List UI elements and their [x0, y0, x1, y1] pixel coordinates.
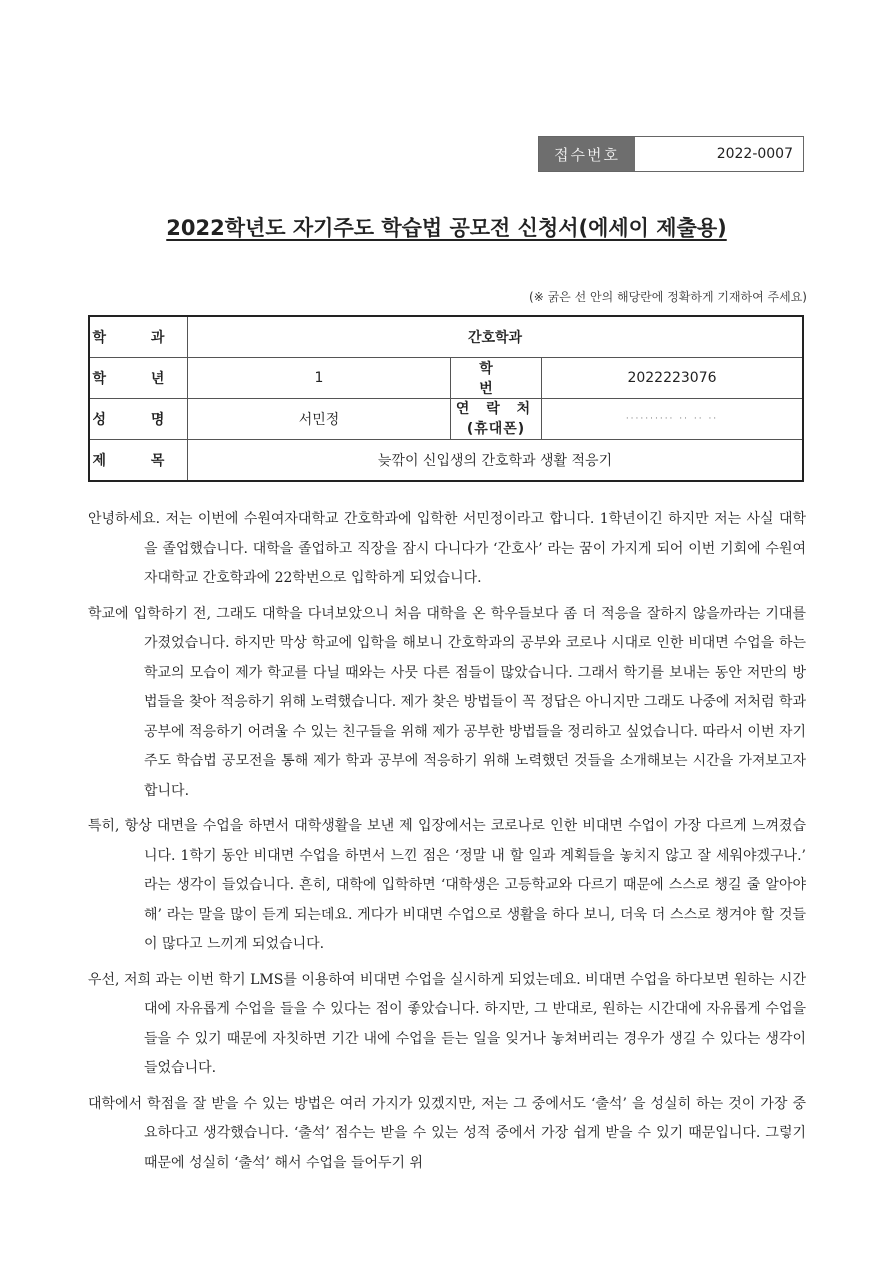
essay-paragraph: 우선, 저희 과는 이번 학기 LMS를 이용하여 비대면 수업을 실시하게 되었는데요. 비대면 수업을 하다보면 원하는 시간대에 자유롭게 수업을 들을 수 있다는 점이 좋았습니다. 하지만, 그 반대로, 원하는 시간대에 자유롭게 수업을 들을 수 있기 때문에 자칫하면 기간 내에 수업을 듣는 일을 잊거나 놓쳐버리는 경우가 생길 수 있다는 생각이 들었습니다. [88, 971, 806, 1076]
essay-body [88, 505, 806, 1184]
contact-label-line2: (휴대폰) [466, 421, 526, 437]
table-row [89, 358, 803, 399]
year-label: 학 년 [89, 358, 188, 399]
document-title-wrap [0, 212, 893, 242]
essay-paragraph: 특히, 항상 대면을 수업을 하면서 대학생활을 보낸 제 입장에서는 코로나로 인한 비대면 수업이 가장 다르게 느껴졌습니다. 1학기 동안 비대면 수업을 하면서 느낀 점은 ‘정말 내 할 일과 계획들을 놓치지 않고 잘 세워야겠구나.’ 라는 생각이 들었습니다. 흔히, 대학에 입학하면 ‘대학생은 고등학교와 다르기 때문에 스스로 챙길 줄 알아야 해’ 라는 말을 많이 듣게 되는데요. 게다가 비대면 수업으로 생활을 하다 보니, 더욱 더 스스로 챙겨야 할 것들이 많다고 느끼게 되었습니다. [88, 818, 806, 952]
department-label: 학 과 [89, 316, 188, 358]
essay-paragraph: 대학에서 학점을 잘 받을 수 있는 방법은 여러 가지가 있겠지만, 저는 그 중에서도 ‘출석’ 을 성실히 하는 것이 가장 중요하다고 생각했습니다. ‘출석’ 점수는 받을 수 있는 성적 중에서 가장 쉽게 받을 수 있기 때문입니다. 그렇기 때문에 성실히 ‘출석’ 해서 수업을 들어두기 위 [88, 1095, 806, 1171]
name-label: 성 명 [89, 399, 188, 440]
table-row [89, 440, 803, 482]
applicant-info-table [88, 315, 804, 482]
essay-paragraph: 학교에 입학하기 전, 그래도 대학을 다녀보았으니 처음 대학을 온 학우들보다 좀 더 적응을 잘하지 않을까라는 기대를 가졌었습니다. 하지만 막상 학교에 입학을 해보니 간호학과의 공부와 코로나 시대로 인한 비대면 수업을 하는 학교의 모습이 제가 학교를 다닐 때와는 사뭇 다른 점들이 많았습니다. 그래서 학기를 보내는 동안 저만의 방법들을 찾아 적응하기 위해 노력했습니다. 제가 찾은 방법들이 꼭 정답은 아니지만 그래도 나중에 저처럼 학과 공부에 적응하기 어려울 수 있는 친구들을 위해 제가 공부한 방법들을 정리하고 싶었습니다. 따라서 이번 자기주도 학습법 공모전을 통해 제가 학과 공부에 적응하기 위해 노력했던 것들을 소개해보는 시간을 가져보고자 합니다. [88, 605, 806, 799]
essay-paragraph: 안녕하세요. 저는 이번에 수원여자대학교 간호학과에 입학한 서민정이라고 합니다. 1학년이긴 하지만 저는 사실 대학을 졸업했습니다. 대학을 졸업하고 직장을 잠시 다니다가 ‘간호사’ 라는 꿈이 가지게 되어 이번 기회에 수원여자대학교 간호학과에 22학번으로 입학하게 되었습니다. [88, 511, 806, 586]
contact-value-redacted: ·········· ·· ·· ·· [542, 399, 804, 440]
receipt-number-value: 2022-0007 [716, 146, 793, 162]
form-notice: (※ 굵은 선 안의 해당란에 정확하게 기재하여 주세요) [529, 290, 807, 304]
subject-label: 제 목 [89, 440, 188, 482]
year-value: 1 [188, 358, 451, 399]
name-value: 서민정 [188, 399, 451, 440]
receipt-number-box [538, 136, 804, 172]
document-title: 2022학년도 자기주도 학습법 공모전 신청서(에세이 제출용) [166, 216, 727, 240]
contact-label-line1: 연 락 처 [455, 401, 537, 417]
receipt-number-label: 접수번호 [539, 137, 635, 171]
table-row [89, 316, 803, 358]
student-id-label: 학 번 [451, 358, 542, 399]
subject-value: 늦깎이 신입생의 간호학과 생활 적응기 [188, 440, 804, 482]
contact-label [451, 399, 542, 440]
student-id-value: 2022223076 [542, 358, 804, 399]
table-row [89, 399, 803, 440]
department-value: 간호학과 [188, 316, 804, 358]
